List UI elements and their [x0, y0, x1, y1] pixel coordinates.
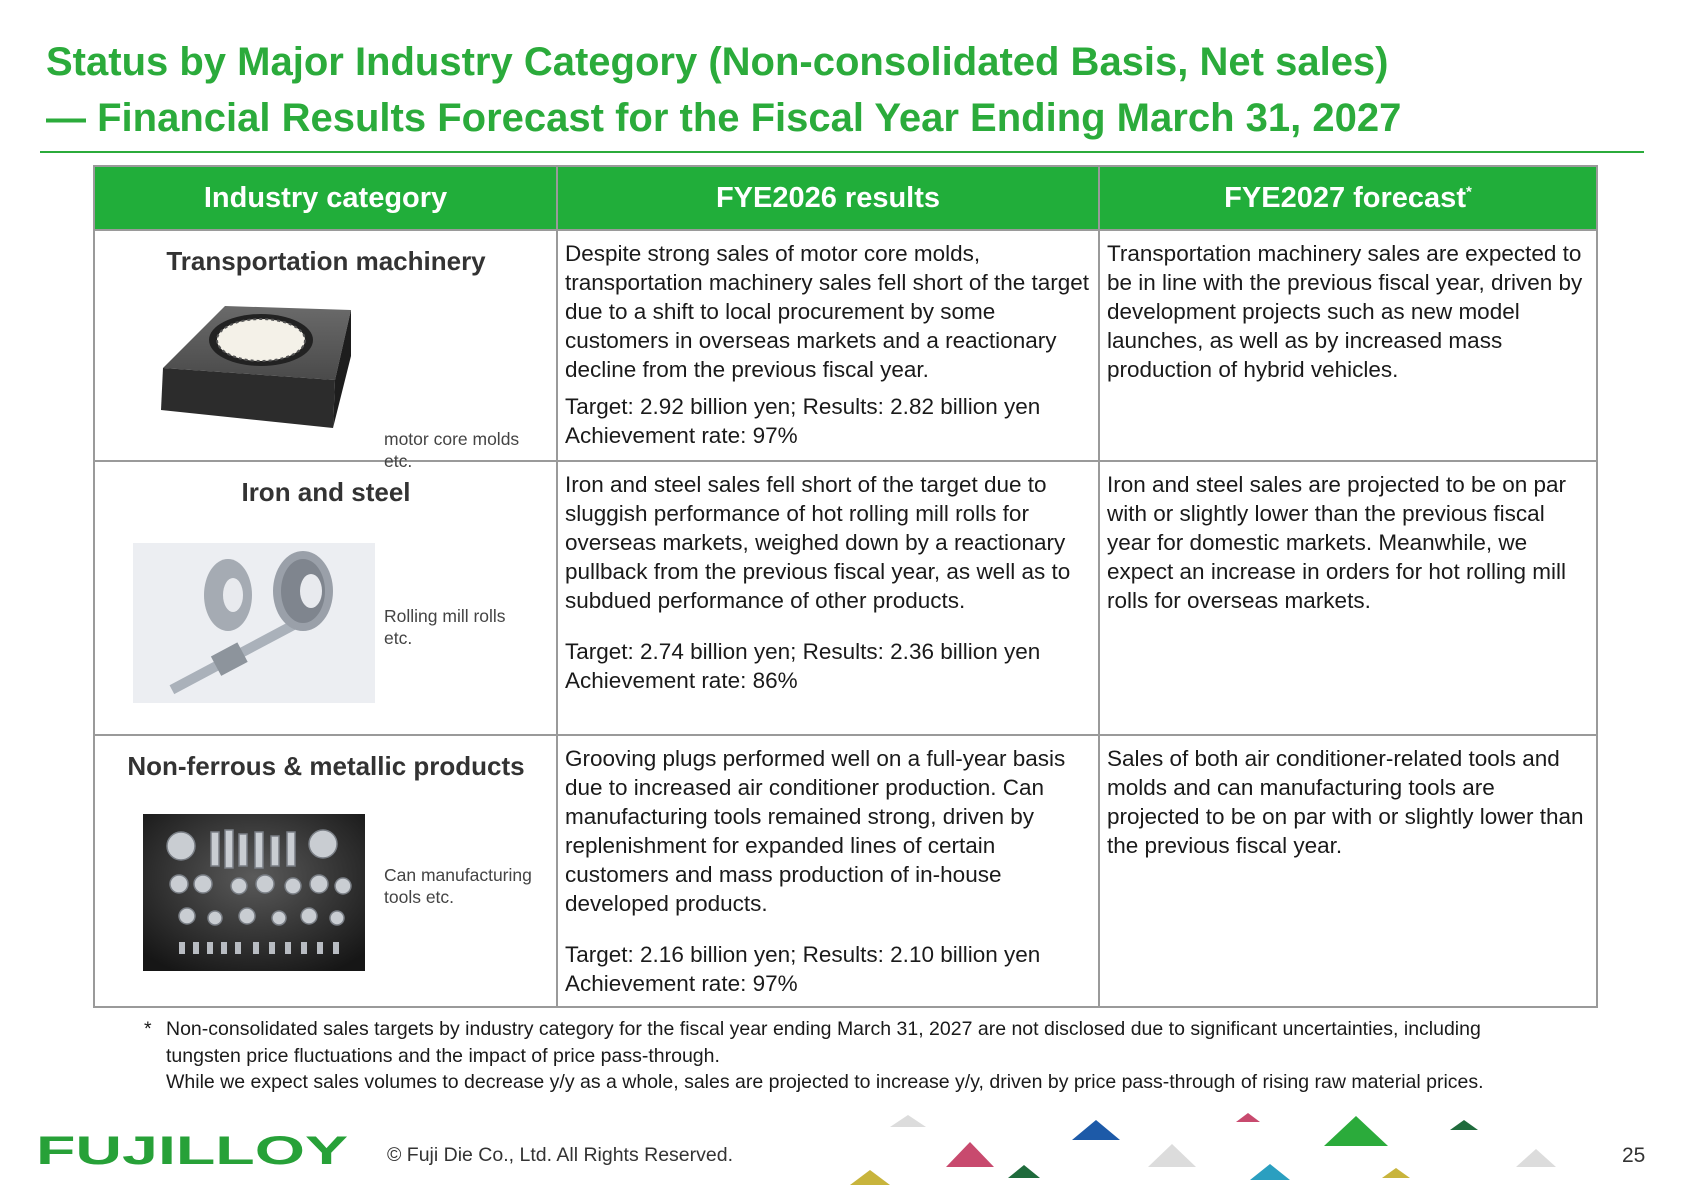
- industry-status-table: [93, 165, 1598, 1008]
- logo-text: FUJILLOY: [36, 1133, 349, 1167]
- product-caption: Can manufacturing tools etc.: [384, 865, 532, 907]
- copyright-text: © Fuji Die Co., Ltd. All Rights Reserved.: [387, 1144, 734, 1166]
- page-number: 25: [1622, 1144, 1646, 1167]
- results-description: Iron and steel sales fell short of the target due to sluggish performance of hot rolling mill rolls for overseas markets, weighed down by a reactionary pullback from the previous fiscal year, as well as to subdued performance of other products.: [565, 472, 1071, 613]
- forecast-description: Iron and steel sales are projected to be on par with or slightly lower than the previous fiscal year for domestic markets. Meanwhile, we expect an increase in orders for hot rolling mill rolls for overseas markets.: [1107, 472, 1567, 613]
- footnote: [146, 1016, 1546, 1096]
- achievement-rate-line: Achievement rate: 86%: [565, 668, 798, 693]
- can-manufacturing-tools-image: [143, 814, 365, 971]
- motor-core-mold-image: [155, 288, 355, 428]
- footnote-marker: *: [144, 1018, 152, 1040]
- forecast-cell: [1099, 735, 1597, 1007]
- category-cell: [94, 461, 557, 735]
- category-name: Non-ferrous & metallic products: [127, 751, 525, 781]
- product-caption: Rolling mill rolls etc.: [384, 606, 506, 648]
- footnote-marker: *: [1465, 182, 1472, 200]
- title-line-2: — Financial Results Forecast for the Fiscal Year Ending March 31, 2027: [46, 96, 1402, 140]
- category-name: Transportation machinery: [166, 246, 486, 276]
- results-cell: [557, 230, 1099, 461]
- table-row: [94, 230, 1597, 461]
- title-divider: [40, 151, 1644, 153]
- table-row: [94, 735, 1597, 1007]
- header-industry-category: Industry category: [94, 166, 557, 230]
- title-line-1: Status by Major Industry Category (Non-consolidated Basis, Net sales): [46, 40, 1389, 84]
- forecast-description: Transportation machinery sales are expected to be in line with the previous fiscal year, driven by development projects such as new model launches, as well as by increased mass production of hybrid vehicles.: [1107, 241, 1583, 382]
- results-kpi: [565, 392, 1092, 450]
- forecast-cell: [1099, 461, 1597, 735]
- table-header-row: [94, 166, 1597, 230]
- results-cell: [557, 735, 1099, 1007]
- page-title: [46, 34, 1646, 146]
- category-cell: [94, 230, 557, 471]
- rolling-mill-rolls-image: [133, 543, 375, 703]
- category-name: Iron and steel: [241, 477, 411, 507]
- product-caption: motor core molds etc.: [384, 429, 520, 471]
- triangle-decoration: [830, 1110, 1610, 1190]
- achievement-rate-line: Achievement rate: 97%: [565, 423, 798, 448]
- results-kpi: [565, 940, 1092, 998]
- target-results-line: Target: 2.92 billion yen; Results: 2.82 billion yen: [565, 394, 1041, 419]
- forecast-description: Sales of both air conditioner-related tools and molds and can manufacturing tools are projected to be on par with or slightly lower than the previous fiscal year.: [1107, 746, 1584, 858]
- results-description: Despite strong sales of motor core molds, transportation machinery sales fell short of the target due to a shift to local procurement by some customers in overseas markets and a reactionary decline from the previous fiscal year.: [565, 241, 1090, 382]
- footnote-text-2: While we expect sales volumes to decrease y/y as a whole, sales are projected to increase y/y, driven by price pass-through of rising raw material prices.: [166, 1071, 1484, 1093]
- achievement-rate-line: Achievement rate: 97%: [565, 971, 798, 996]
- results-cell: [557, 461, 1099, 735]
- table-row: [94, 461, 1597, 735]
- fujilloy-logo: [36, 1133, 352, 1167]
- results-kpi: [565, 637, 1092, 695]
- category-cell: [94, 735, 557, 1007]
- target-results-line: Target: 2.74 billion yen; Results: 2.36 billion yen: [565, 639, 1041, 664]
- target-results-line: Target: 2.16 billion yen; Results: 2.10 billion yen: [565, 942, 1041, 967]
- header-fye2026-results: FYE2026 results: [557, 166, 1099, 230]
- header-fye2027-forecast: FYE2027 forecast*: [1099, 166, 1597, 230]
- footnote-text-1: Non-consolidated sales targets by industry category for the fiscal year ending March 31, 2027 are not disclosed due to significant uncertainties, including tungsten price fluctuations and the impact of price pass-through.: [166, 1018, 1481, 1067]
- results-description: Grooving plugs performed well on a full-year basis due to increased air conditioner production. Can manufacturing tools remained strong, driven by replenishment for expanded lines of certain customers and mass production of in-house developed products.: [565, 746, 1066, 916]
- forecast-cell: [1099, 230, 1597, 461]
